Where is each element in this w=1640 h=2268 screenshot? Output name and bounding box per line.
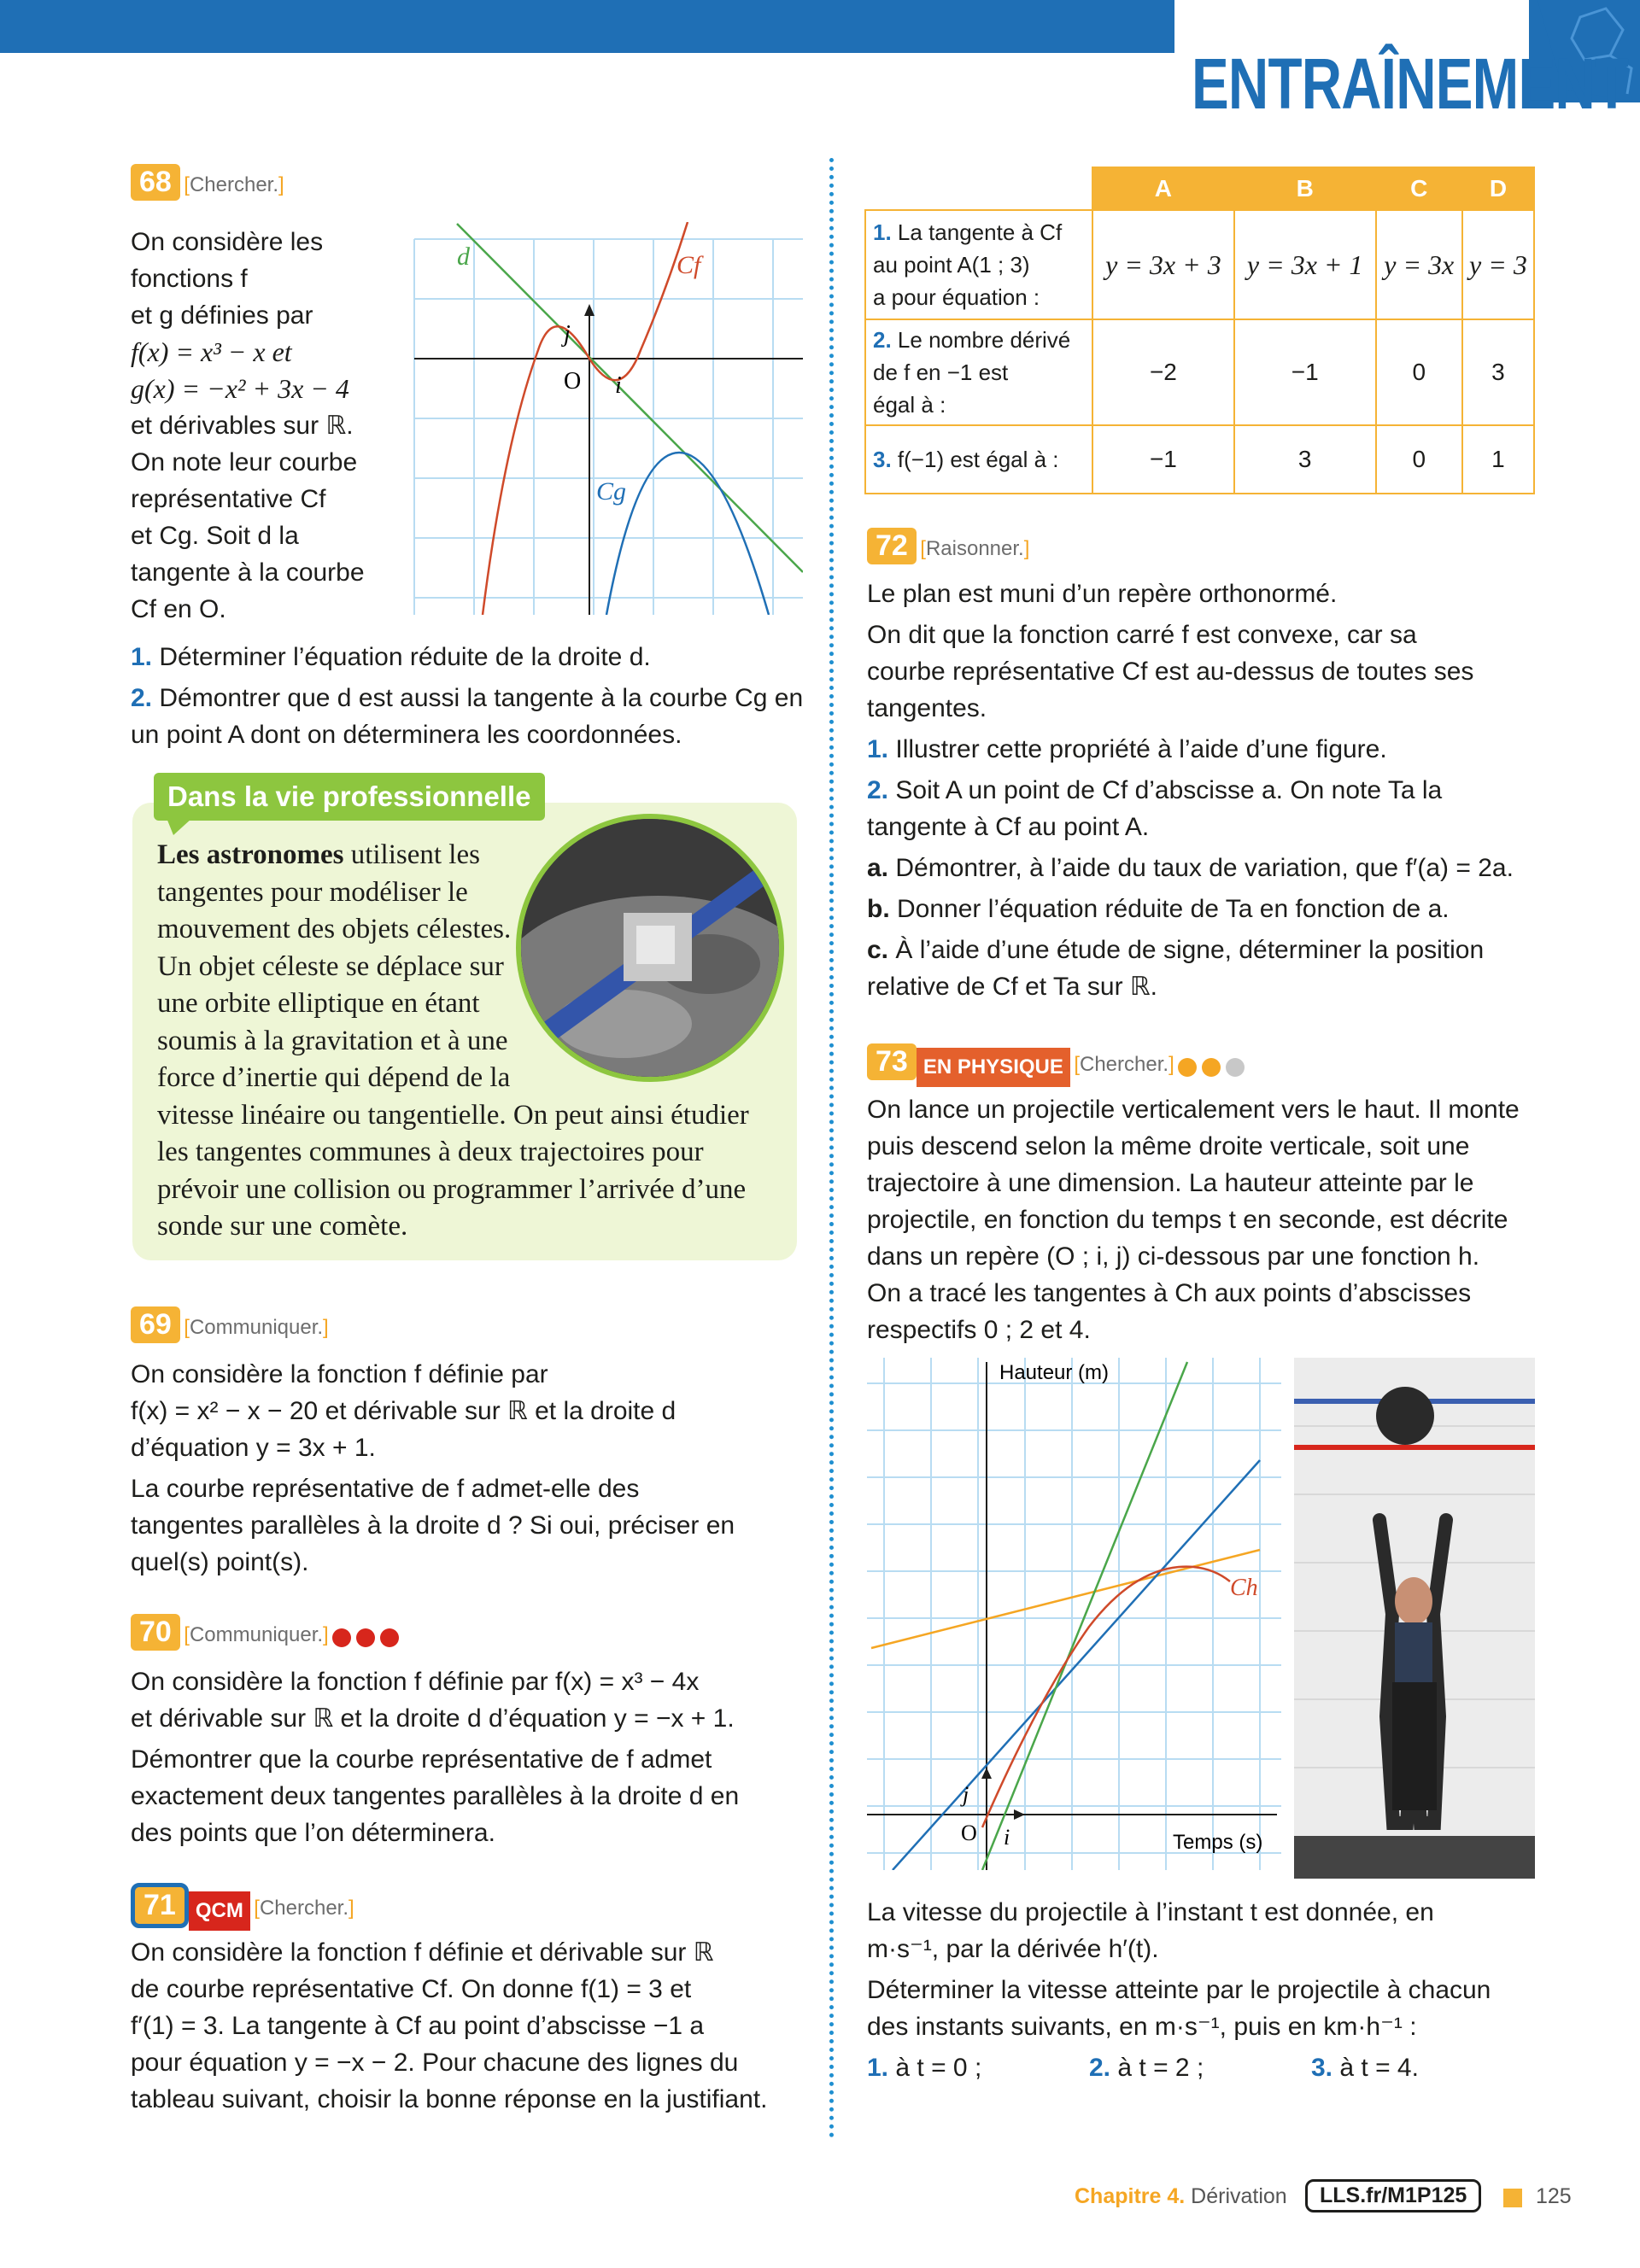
exercise-73-answers: [867, 2049, 1533, 2086]
footer-square-icon: [1503, 2189, 1522, 2207]
exercise-68-header: [131, 164, 284, 201]
difficulty-dot-icon: [1202, 1058, 1221, 1077]
physique-badge: EN PHYSIQUE: [917, 1048, 1070, 1087]
exercise-number: 73: [867, 1043, 917, 1080]
exercise-tag: [Chercher.]: [1074, 1053, 1174, 1076]
qcm-badge: QCM: [189, 1891, 250, 1931]
page-number: 125: [1536, 2184, 1572, 2208]
answer-item: 2. à t = 2 ;: [1089, 2054, 1204, 2082]
exercise-68-intro: On considère les fonctions f et g définies par f(x) = x³ − x et g(x) = −x² + 3x − 4 et dérivables sur ℝ. On note leur courbe représentative Cf et Cg. Soit d la tangente à la courbe Cf en O.: [131, 228, 365, 623]
exercise-tag: [Chercher.]: [254, 1897, 354, 1920]
difficulty-dot-icon: [380, 1628, 399, 1647]
origin-label: O: [961, 1821, 977, 1845]
exercise-73-graph: [867, 1358, 1281, 1870]
qcm-table: [864, 167, 1535, 494]
difficulty-dot-icon: [332, 1628, 351, 1647]
table-row: 3. f(−1) est égal à : −1 3 0 1: [865, 425, 1534, 494]
section-title: ENTRAÎNEMENT: [1192, 44, 1629, 124]
athlete-photo: [1294, 1358, 1535, 1879]
exercise-68-graph: [410, 222, 803, 615]
column-header: D: [1462, 167, 1534, 210]
exercise-tag: [Raisonner.]: [920, 537, 1030, 560]
column-divider: [829, 158, 834, 2139]
cf-label: Cf: [676, 251, 701, 279]
exercise-68-questions: 1. Déterminer l’équation réduite de la droite d. 2. Démontrer que d est aussi la tangente à la courbe Cg en un point A dont on déterminera les coordonnées.: [131, 643, 804, 749]
top-banner: [0, 0, 1174, 53]
i-label: i: [1004, 1825, 1010, 1850]
column-header: A: [1092, 167, 1234, 210]
i-label: i: [615, 372, 622, 399]
exercise-70-header: [131, 1614, 404, 1651]
exercise-73-text: On lance un projectile verticalement vers le haut. Il monte puis descend selon la même droite verticale, soit une trajectoire à une dimension. La hauteur atteinte par le projectile, en fonction du temps t en seconde, est décrite dans un repère (O ; i, j) ci-dessous par une fonction h. On a tracé les tangentes à Ch aux points d’abscisses respectifs 0 ; 2 et 4.: [867, 1096, 1520, 1344]
exercise-73-followup: La vitesse du projectile à l’instant t est donnée, en m·s⁻¹, par la dérivée h′(t). Déterminer la vitesse atteinte par le projectile à chacun des instants suivants, en m·s⁻¹, puis en km·h⁻¹ :: [867, 1898, 1491, 2041]
exercise-tag: [Chercher.]: [184, 173, 284, 196]
exercise-70-text: On considère la fonction f définie par f(x) = x³ − 4x et dérivable sur ℝ et la droite d d’équation y = −x + 1. Démontrer que la courbe représentative de f admet exactement deux tangentes parallèles à la droite d en des points que l’on déterminera.: [131, 1668, 740, 1847]
exercise-69-text: On considère la fonction f définie par f(x) = x² − x − 20 et dérivable sur ℝ et la droite d d’équation y = 3x + 1. La courbe représentative de f admet-elle des tangentes parallèles à la droite d ? Si oui, préciser en quel(s) point(s).: [131, 1360, 735, 1576]
x-axis-label: Temps (s): [1173, 1831, 1263, 1854]
difficulty-dot-icon: [1178, 1058, 1197, 1077]
exercise-number: 69: [131, 1306, 180, 1343]
table-row: 2. Le nombre dérivé de f en −1 est égal à : −2 −1 0 3: [865, 319, 1534, 425]
d-label: d: [457, 243, 470, 271]
column-header: C: [1376, 167, 1462, 210]
exercise-number: 70: [131, 1614, 180, 1651]
exercise-71-header: [131, 1883, 354, 1931]
exercise-71-text: On considère la fonction f définie et dérivable sur ℝ de courbe représentative Cf. On donne f(1) = 3 et f′(1) = 3. La tangente à Cf au point d’abscisse −1 a pour équation y = −x − 2. Pour chacune des lignes du tableau suivant, choisir la bonne réponse en la justifiant.: [131, 1938, 768, 2113]
cg-label: Cg: [596, 477, 627, 506]
table-corner: [865, 167, 1092, 210]
difficulty-dot-icon: [1226, 1058, 1245, 1077]
exercise-72-text: Le plan est muni d’un repère orthonormé. On dit que la fonction carré f est convexe, car sa courbe représentative Cf est au-dessus de toutes ses tangentes. 1. Illustrer cette propriété à l’aide d’une figure. 2. Soit A un point de Cf d’abscisse a. On note Ta la tangente à Cf au point A. a. Démontrer, à l’aide du taux de variation, que f′(a) = 2a. b. Donner l’équation réduite de Ta en fonction de a. c. À l’aide d’une étude de signe, déterminer la position relative de Cf et Ta sur ℝ.: [867, 580, 1514, 1001]
answer-item: 1. à t = 0 ;: [867, 2054, 982, 2082]
exercise-72-header: [867, 528, 1029, 564]
exercise-73-header: [867, 1043, 1250, 1087]
y-axis-label: Hauteur (m): [999, 1361, 1110, 1384]
j-label: j: [963, 1782, 969, 1807]
exercise-number: 72: [867, 528, 917, 564]
professional-title: Dans la vie professionnelle: [154, 773, 545, 821]
title-pointer-icon: [167, 818, 192, 835]
exercise-tag: [Communiquer.]: [184, 1316, 329, 1339]
exercise-tag: [Communiquer.]: [184, 1623, 329, 1646]
professional-text: Les astronomes utilisent les tangentes pour modéliser le mouvement des objets célestes. Un objet céleste se déplace sur une orbite elliptique en étant soumis à la gravitation et à une force d’inertie qui dépend de la vitesse linéaire ou tangentielle. On peut ainsi étudier les tangentes communes à deux trajectoires pour prévoir une collision ou programmer l’arrivée d’une sonde sur une comète.: [157, 839, 749, 1242]
footer-link[interactable]: LLS.fr/M1P125: [1305, 2179, 1481, 2212]
column-header: B: [1234, 167, 1376, 210]
exercise-69-header: [131, 1306, 329, 1343]
exercise-number: 68: [131, 164, 180, 201]
j-label: j: [564, 321, 571, 348]
answer-item: 3. à t = 4.: [1311, 2054, 1419, 2082]
table-row: 1. La tangente à Cf au point A(1 ; 3) a pour équation : y = 3x + 3 y = 3x + 1 y = 3x y = 3: [865, 210, 1534, 319]
footer-chapter: Chapitre 4. Dérivation: [1075, 2184, 1287, 2208]
origin-label: O: [564, 368, 582, 395]
ch-label: Ch: [1230, 1575, 1258, 1601]
difficulty-dot-icon: [356, 1628, 375, 1647]
exercise-number: 71: [131, 1883, 189, 1928]
